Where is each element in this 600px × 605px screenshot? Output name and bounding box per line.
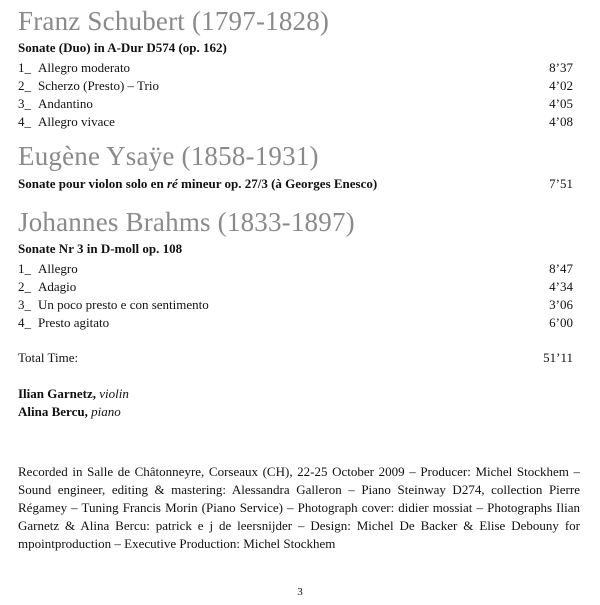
- performer-name: Alina Bercu,: [18, 404, 88, 419]
- track-title: Allegro vivace: [38, 114, 115, 129]
- track-time: 4’05: [549, 96, 573, 111]
- track-number: 1_: [18, 60, 31, 75]
- performer: [18, 385, 573, 403]
- performer: [18, 403, 573, 421]
- page-number: 3: [297, 586, 303, 598]
- recording-credits: Recorded in Salle de Châtonneyre, Corseaux (CH), 22-25 October 2009 – Producer: Michel Stockhem – Sound engineer, editing & mastering: Alessandra Galleron – Piano Steinway D274, collection Pierre Régamey – Tuning Francis Morin (Piano Service) – Photograph cover: didier mossiat – Photographs Ilian Garnetz & Alina Bercu: patrick e j de leersnijder – Design: Michel De Backer & Elise Debouny for mpointproduction – Executive Production: Michel Stockhem: [18, 464, 580, 551]
- track-row: [18, 296, 573, 314]
- track-row: [18, 278, 573, 296]
- composer-heading: Johannes Brahms (1833-1897): [18, 207, 355, 237]
- track-title: Adagio: [38, 279, 77, 294]
- track-row: [18, 314, 573, 332]
- track-number: 1_: [18, 261, 31, 276]
- track-number: 4_: [18, 114, 31, 129]
- track-number: 3_: [18, 297, 31, 312]
- track-title: Scherzo (Presto) – Trio: [38, 78, 159, 93]
- work-title: Sonate pour violon solo en ré mineur op. 27/3 (à Georges Enesco): [18, 176, 378, 191]
- track-row: [18, 113, 573, 131]
- track-time: 4’34: [549, 279, 573, 294]
- track-time: 8’47: [549, 261, 573, 276]
- track-title: Allegro moderato: [38, 60, 131, 75]
- booklet-page: [18, 6, 573, 421]
- track-title: Presto agitato: [38, 315, 110, 330]
- track-time: 8’37: [549, 60, 573, 75]
- total-time-value: 51’11: [543, 350, 573, 365]
- performers-list: [18, 385, 573, 421]
- track-number: 2_: [18, 78, 31, 93]
- track-time: 6’00: [549, 315, 573, 330]
- track-time: 7’51: [549, 176, 573, 191]
- track-number: 2_: [18, 279, 31, 294]
- track-row: [18, 175, 573, 193]
- total-time-label: Total Time:: [18, 350, 79, 365]
- performer-instrument: piano: [91, 404, 121, 419]
- track-time: 4’02: [549, 78, 573, 93]
- composer-heading: Eugène Ysaÿe (1858-1931): [18, 141, 319, 171]
- track-number: 4_: [18, 315, 31, 330]
- track-row: [18, 77, 573, 95]
- track-time: 4’08: [549, 114, 573, 129]
- performer-name: Ilian Garnetz,: [18, 386, 96, 401]
- track-row: [18, 95, 573, 113]
- track-number: 3_: [18, 96, 31, 111]
- track-title: Un poco presto e con sentimento: [38, 297, 209, 312]
- track-time: 3’06: [549, 297, 573, 312]
- composer-heading: Franz Schubert (1797-1828): [18, 6, 330, 36]
- track-title: Allegro: [38, 261, 78, 276]
- work-title: Sonate Nr 3 in D-moll op. 108: [18, 241, 183, 256]
- track-title: Andantino: [38, 96, 93, 111]
- track-row: [18, 260, 573, 278]
- work-title: Sonate (Duo) in A-Dur D574 (op. 162): [18, 40, 227, 55]
- total-time-row: [18, 349, 573, 367]
- track-row: [18, 59, 573, 77]
- performer-instrument: violin: [99, 386, 129, 401]
